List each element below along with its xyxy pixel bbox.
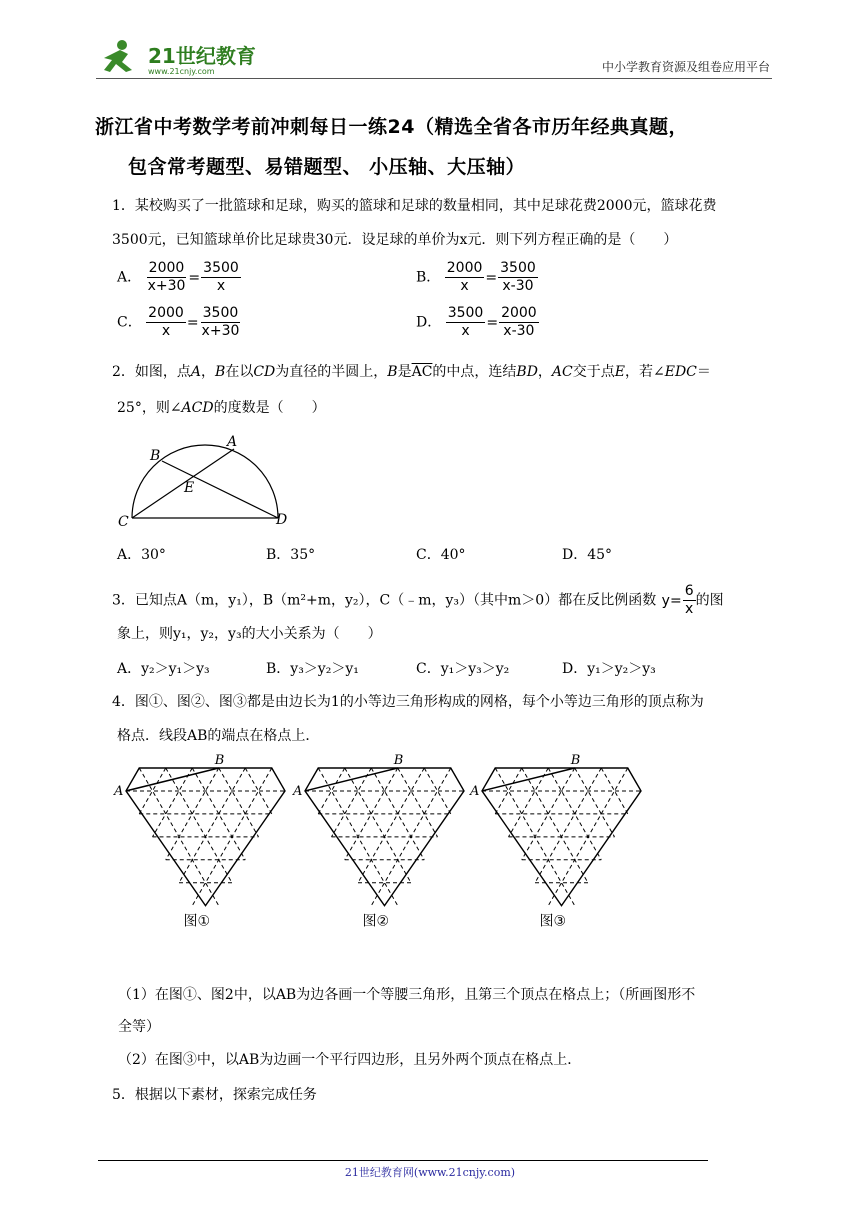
site-logo	[92, 36, 262, 78]
q1-line2: 3500元，已知篮球单价比足球贵30元．设足球的单价为x元．则下列方程正确的是（ ）	[112, 232, 678, 248]
q2-option-c: C．40°	[416, 547, 466, 563]
fraction: $\frac{3500}{x}$	[203, 260, 239, 294]
q4-sub2: （2）在图③中，以AB为边画一个平行四边形，且另外两个顶点在格点上．	[118, 1052, 582, 1068]
label-a: A	[293, 783, 303, 799]
grid-line	[398, 768, 438, 837]
q1-option-c: C． $\frac{2000}{x}$ = $\frac{3500}{x+30}$	[117, 305, 240, 339]
option-label: D．	[416, 314, 442, 331]
q2-option-d: D．45°	[562, 547, 613, 563]
q5-line1: 5．根据以下素材，探索完成任务	[112, 1087, 317, 1103]
q3-option-c: C．y₁＞y₃＞y₂	[416, 661, 510, 677]
q2-line2: 25°，则∠ACD的度数是（ ）	[117, 400, 326, 416]
fraction: $\frac{2000}{x+30}$	[147, 260, 186, 294]
label-a: A	[227, 434, 238, 450]
label-b: B	[570, 753, 581, 768]
page-title-line1: 浙江省中考数学考前冲刺每日一练24（精选全省各市历年经典真题，	[95, 116, 688, 138]
q2-line1: 2．如图，点A，B在以CD为直径的半圆上，B是$\overline{AC}$的中点，连结BD，AC交于点E，若∠EDC＝	[112, 364, 711, 380]
label-b: B	[214, 753, 225, 768]
grid-line	[332, 768, 372, 837]
header-divider	[96, 78, 772, 79]
logo-url: www.21cnjy.com	[148, 67, 215, 76]
segment-ab	[482, 768, 575, 791]
fraction: $\frac{2000}{x}$	[148, 305, 184, 339]
label-c: C	[118, 514, 129, 530]
q1-option-b: B． $\frac{2000}{x}$ = $\frac{3500}{x-30}$	[416, 260, 536, 294]
q2-semicircle-figure	[112, 430, 292, 530]
grid-line	[358, 768, 424, 883]
grid-line	[509, 768, 549, 837]
label-d: D	[276, 512, 288, 528]
grid-line	[153, 768, 193, 837]
fraction: $\frac{2000}{x-30}$	[501, 305, 537, 339]
q4-line1: 4．图①、图②、图③都是由边长为1的小等边三角形构成的网格，每个小等边三角形的顶点称为	[112, 694, 704, 710]
grid-line	[345, 768, 411, 883]
q3-line2: 象上，则y₁，y₂，y₃的大小关系为（ ）	[117, 626, 382, 642]
grid-line	[179, 768, 245, 883]
q4-sub1-line2: 全等）	[118, 1019, 160, 1035]
q2-option-a: A．30°	[117, 547, 166, 563]
label-b: B	[393, 753, 404, 768]
grid-line	[219, 768, 259, 837]
q2-option-b: B．35°	[266, 547, 316, 563]
fraction: $\frac{3500}{x+30}$	[201, 305, 240, 339]
q1-line1: 1．某校购买了一批篮球和足球，购买的篮球和足球的数量相同，其中足球花费2000元，篮球花费	[112, 198, 717, 214]
figure-caption: 图①	[183, 913, 211, 930]
fraction: $\frac{3500}{x}$	[447, 305, 484, 339]
logo-text: 21世纪教育	[148, 44, 256, 68]
label-e: E	[184, 480, 195, 496]
q1-option-d: D． $\frac{3500}{x}$ = $\frac{2000}{x-30}$	[416, 305, 537, 339]
arc-ac: $\overline{AC}$	[411, 364, 433, 380]
fraction: $\frac{3500}{x-30}$	[500, 260, 536, 294]
fraction: $\frac{2000}{x}$	[446, 260, 483, 294]
grid-line	[522, 768, 588, 883]
grid-line	[166, 768, 232, 883]
page-title-line2: 包含常考题型、易错题型、 小压轴、大压轴）	[128, 156, 526, 178]
segment-ab	[305, 768, 398, 791]
option-label: C．	[117, 314, 142, 331]
label-a: A	[470, 783, 480, 799]
q4-grid-figures	[112, 748, 772, 978]
grid-line	[575, 768, 615, 837]
q3-option-a: A．y₂＞y₁＞y₃	[117, 661, 210, 677]
grid-line	[535, 768, 601, 883]
header-platform-text: 中小学教育资源及组卷应用平台	[601, 60, 770, 74]
q4-sub1-line1: （1）在图①、图2中，以AB为边各画一个等腰三角形，且第三个顶点在格点上；（所画图形不	[118, 987, 696, 1003]
segment-ab	[126, 768, 219, 791]
q1-option-a: A． $\frac{2000}{x+30}$ = $\frac{3500}{x}$	[117, 260, 239, 294]
q3-line1: 3．已知点A（m，y₁），B（m²+m，y₂），C（﹣m，y₃）（其中m＞0）都在反比例函数 y= $\frac{6}{x}$ 的图	[112, 583, 724, 617]
fraction: $\frac{6}{x}$	[684, 583, 694, 617]
q3-option-b: B．y₃＞y₂＞y₁	[266, 661, 359, 677]
footer-text: 21世纪教育网(www.21cnjy.com)	[344, 1166, 516, 1179]
option-label: A．	[117, 269, 142, 286]
option-label: B．	[416, 269, 441, 286]
q4-line2: 格点．线段AB的端点在格点上．	[117, 728, 320, 744]
footer-divider	[98, 1160, 708, 1161]
q3-option-d: D．y₁＞y₂＞y₃	[562, 661, 656, 677]
label-a: A	[114, 783, 124, 799]
figure-caption: 图②	[362, 913, 390, 930]
label-b: B	[150, 448, 161, 464]
figure-caption: 图③	[539, 913, 567, 930]
